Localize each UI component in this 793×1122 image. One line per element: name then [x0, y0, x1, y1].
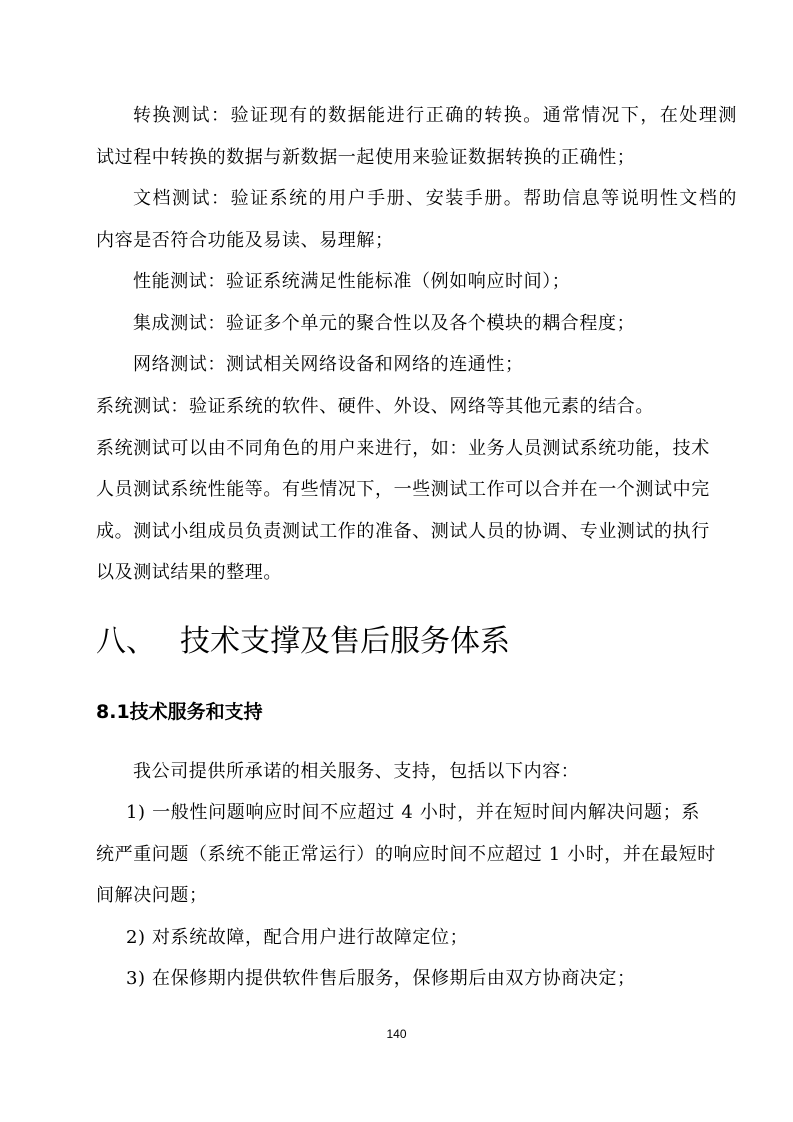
- list-item-line: 2) 对系统故障，配合用户进行故障定位；: [126, 927, 469, 948]
- paragraph-line: 文档测试：验证系统的用户手册、安装手册。帮助信息等说明性文档的: [133, 188, 737, 209]
- paragraph-line: 转换测试：验证现有的数据能进行正确的转换。通常情况下，在处理测: [133, 105, 737, 126]
- paragraph-line: 网络测试：测试相关网络设备和网络的连通性；: [133, 354, 524, 375]
- paragraph-line: 系统测试：验证系统的软件、硬件、外设、网络等其他元素的结合。: [96, 396, 654, 417]
- paragraph-line: 性能测试：验证系统满足性能标准（例如响应时间）；: [133, 271, 571, 292]
- paragraph-line: 我公司提供所承诺的相关服务、支持，包括以下内容：: [133, 761, 580, 782]
- paragraph-line: 试过程中转换的数据与新数据一起使用来验证数据转换的正确性；: [96, 147, 636, 168]
- section-number: 八、: [96, 624, 156, 659]
- list-item-line: 3) 在保修期内提供软件售后服务，保修期后由双方协商决定；: [126, 968, 636, 989]
- paragraph-line: 系统测试可以由不同角色的用户来进行，如：业务人员测试系统功能，技术: [96, 438, 710, 459]
- subsection-heading: 8.1技术服务和支持: [96, 701, 263, 723]
- paragraph-line: 内容是否符合功能及易读、易理解；: [96, 230, 394, 251]
- section-title: 技术支撑及售后服务体系: [180, 624, 510, 659]
- section-heading: [96, 622, 510, 662]
- list-item-line: 统严重问题（系统不能正常运行）的响应时间不应超过 1 小时，并在最短时: [96, 844, 716, 865]
- paragraph-line: 以及测试结果的整理。: [96, 562, 282, 583]
- list-item-line: 1) 一般性问题响应时间不应超过 4 小时，并在短时间内解决问题；系: [126, 802, 700, 823]
- paragraph-line: 成。测试小组成员负责测试工作的准备、测试人员的协调、专业测试的执行: [96, 521, 710, 542]
- paragraph-line: 人员测试系统性能等。有些情况下，一些测试工作可以合并在一个测试中完: [96, 479, 710, 500]
- list-item-line: 间解决问题；: [96, 885, 208, 906]
- paragraph-line: 集成测试：验证多个单元的聚合性以及各个模块的耦合程度；: [133, 313, 636, 334]
- page-number: 140: [386, 1027, 407, 1041]
